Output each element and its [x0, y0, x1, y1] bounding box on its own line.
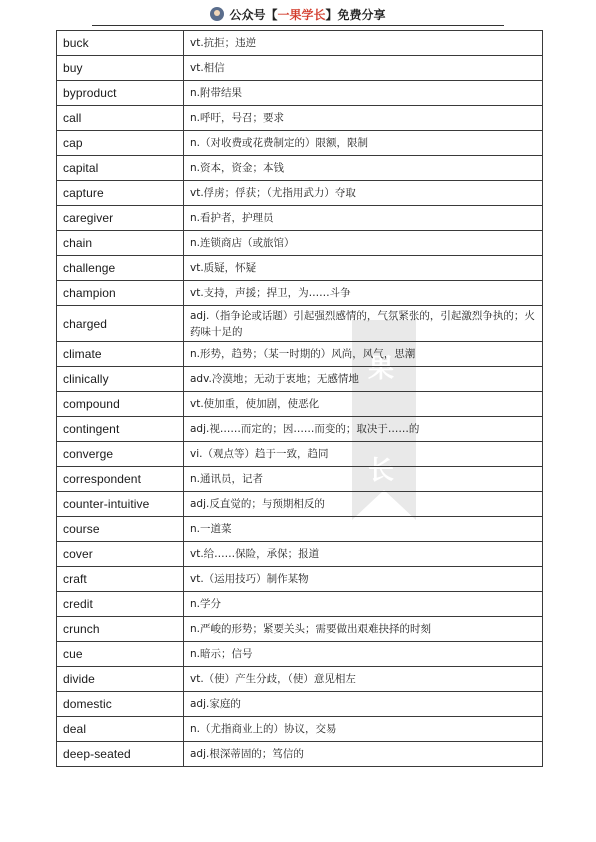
vocab-definition: adj.家庭的 [184, 692, 543, 717]
vocab-definition: n.（对收费或花费制定的）限额，限制 [184, 131, 543, 156]
vocab-word: cover [57, 542, 184, 567]
header-bracket-close: 】 [325, 7, 338, 22]
table-row [57, 742, 543, 767]
table-row [57, 281, 543, 306]
vocab-word: contingent [57, 417, 184, 442]
vocab-definition: vt.（使）产生分歧，（使）意见相左 [184, 667, 543, 692]
vocab-word: call [57, 106, 184, 131]
table-row [57, 667, 543, 692]
table-row [57, 56, 543, 81]
vocab-word: deep-seated [57, 742, 184, 767]
table-row [57, 306, 543, 342]
table-row [57, 642, 543, 667]
table-row [57, 442, 543, 467]
vocab-word: craft [57, 567, 184, 592]
table-row [57, 517, 543, 542]
vocab-definition: vi.（观点等）趋于一致，趋同 [184, 442, 543, 467]
vocab-definition: n.一道菜 [184, 517, 543, 542]
vocab-word: climate [57, 342, 184, 367]
vocab-definition: n.学分 [184, 592, 543, 617]
table-row [57, 31, 543, 56]
account-avatar-icon [210, 7, 224, 21]
vocab-word: capture [57, 181, 184, 206]
vocab-definition: vt.使加重，使加剧，使恶化 [184, 392, 543, 417]
header-divider [92, 25, 504, 26]
vocab-definition: vt.支持，声援；捍卫，为……斗争 [184, 281, 543, 306]
vocab-word: byproduct [57, 81, 184, 106]
vocab-definition: n.暗示；信号 [184, 642, 543, 667]
table-row [57, 206, 543, 231]
vocab-word: champion [57, 281, 184, 306]
vocab-word: crunch [57, 617, 184, 642]
page-header [0, 4, 596, 24]
vocab-word: compound [57, 392, 184, 417]
table-row [57, 231, 543, 256]
table-row [57, 617, 543, 642]
vocab-word: caregiver [57, 206, 184, 231]
vocab-word: buck [57, 31, 184, 56]
table-row [57, 492, 543, 517]
vocab-word: divide [57, 667, 184, 692]
table-row [57, 692, 543, 717]
vocab-word: domestic [57, 692, 184, 717]
vocabulary-table [56, 30, 543, 767]
vocab-word: clinically [57, 367, 184, 392]
table-row [57, 156, 543, 181]
vocab-definition: adv.冷漠地；无动于衷地；无感情地 [184, 367, 543, 392]
header-bracket-open: 【 [265, 7, 278, 22]
table-row [57, 592, 543, 617]
vocab-word: challenge [57, 256, 184, 281]
header-brand: 一果学长 [277, 7, 326, 22]
vocab-definition: vt.俘虏；俘获；（尤指用武力）夺取 [184, 181, 543, 206]
vocab-definition: vt.相信 [184, 56, 543, 81]
vocab-definition: n.附带结果 [184, 81, 543, 106]
header-suffix: 免费分享 [337, 7, 386, 22]
table-row [57, 81, 543, 106]
table-row [57, 131, 543, 156]
vocab-word: cue [57, 642, 184, 667]
vocab-word: correspondent [57, 467, 184, 492]
header-account-prefix: 公众号 [229, 7, 266, 22]
table-row [57, 256, 543, 281]
table-row [57, 181, 543, 206]
vocab-word: deal [57, 717, 184, 742]
table-row [57, 417, 543, 442]
table-row [57, 367, 543, 392]
vocab-word: cap [57, 131, 184, 156]
vocab-word: counter-intuitive [57, 492, 184, 517]
vocab-definition: n.连锁商店（或旅馆） [184, 231, 543, 256]
vocab-word: credit [57, 592, 184, 617]
table-row [57, 567, 543, 592]
vocab-word: converge [57, 442, 184, 467]
vocab-word: chain [57, 231, 184, 256]
vocab-definition: n.（尤指商业上的）协议，交易 [184, 717, 543, 742]
table-row [57, 342, 543, 367]
vocab-word: buy [57, 56, 184, 81]
vocab-definition: adj.反直觉的；与预期相反的 [184, 492, 543, 517]
vocab-definition: n.通讯员，记者 [184, 467, 543, 492]
vocab-definition: n.看护者，护理员 [184, 206, 543, 231]
vocab-definition: adj.根深蒂固的；笃信的 [184, 742, 543, 767]
vocab-word: capital [57, 156, 184, 181]
vocab-definition: vt.质疑，怀疑 [184, 256, 543, 281]
vocab-word: course [57, 517, 184, 542]
vocab-definition: n.严峻的形势；紧要关头；需要做出艰难抉择的时刻 [184, 617, 543, 642]
table-row [57, 542, 543, 567]
table-row [57, 467, 543, 492]
vocab-definition: vt.（运用技巧）制作某物 [184, 567, 543, 592]
vocab-definition: vt.抗拒；违逆 [184, 31, 543, 56]
vocab-definition: vt.给……保险，承保；报道 [184, 542, 543, 567]
watermark-char: 长 [368, 456, 395, 486]
vocab-word: charged [57, 306, 184, 342]
vocab-definition: adj.（指争论或话题）引起强烈感情的，气氛紧张的，引起激烈争执的；火药味十足的 [184, 306, 543, 342]
table-row [57, 717, 543, 742]
table-row [57, 392, 543, 417]
table-row [57, 106, 543, 131]
watermark-char: 果 [368, 354, 395, 384]
vocab-definition: n.呼吁，号召；要求 [184, 106, 543, 131]
vocab-definition: n.形势，趋势；（某一时期的）风尚，风气，思潮 [184, 342, 543, 367]
vocab-definition: n.资本，资金；本钱 [184, 156, 543, 181]
vocab-definition: adj.视……而定的；因……而变的；取决于……的 [184, 417, 543, 442]
